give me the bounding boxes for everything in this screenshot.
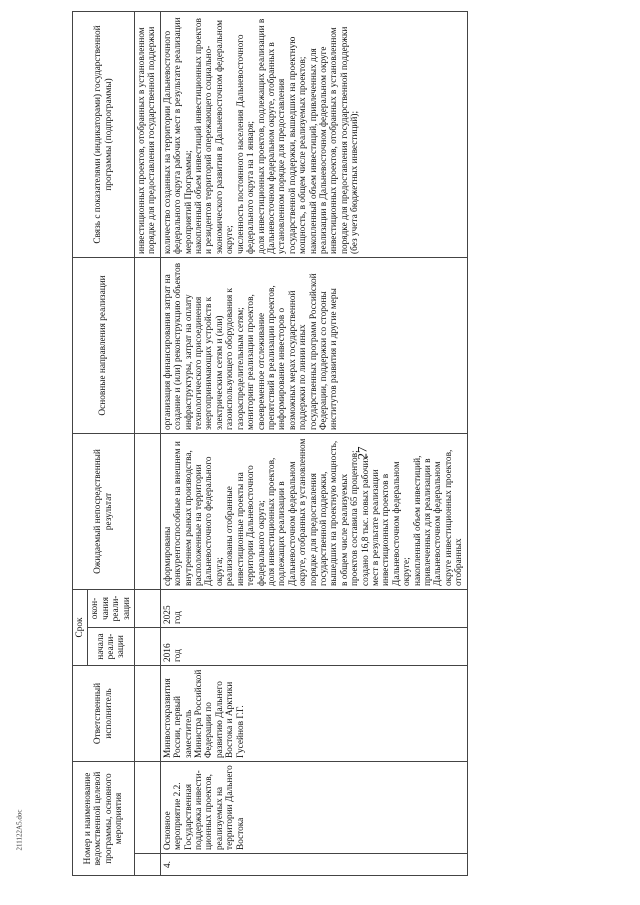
header-row-1 <box>73 11 88 875</box>
footer-text: 211122А5.doc <box>15 809 23 851</box>
header-result: Ожидаемый непосредственный результат <box>73 433 135 589</box>
row-program: Основное мероприятие 2.2. Государственная поддержка инвести-ционных проектов, реализуемых на территории Дальнего Востока <box>160 762 467 854</box>
page-number-text: 27 <box>354 446 369 459</box>
footer-filename <box>12 765 26 895</box>
row-start: 2016 год <box>160 628 467 666</box>
header-start: начала реали-зации <box>88 628 135 666</box>
row-end: 2025 год <box>160 589 467 627</box>
continuation-row <box>135 11 161 875</box>
row-executor: Минвостокразвития России, первый заместитель Министра Российской Федерации по развитию Дальнего Востока и Арктики Гусейнов Г.Г. <box>160 666 467 762</box>
table-row <box>160 11 467 875</box>
row-result: сформированы конкурентоспособные на внешнем и внутреннем рынках производства, расположенные на территории Дальневосточного федерального округа; реализованы отобранные инвестиционные проекты на территории Дальневосточного федерального округа; доля инвестиционных проектов, подлежащих реализации в Дальневосточном федеральном округе, отобранных в установленном порядке для предоставления государственной поддержки, вышедших на проектную мощность, в общем числе реализуемых проектов составила 65 процентов; создано 16,8 тыс. новых рабочих мест в результате реализации инвестиционных проектов в Дальневосточном федеральном округе; накопленный объем инвестиций, привлеченных для реализации в Дальневосточном федеральном округе инвестиционных проектов, отобранных <box>160 433 467 589</box>
rotated-table-container <box>72 12 602 876</box>
header-directions: Основные направления реализации <box>73 257 135 433</box>
header-end: окон-чания реали-зации <box>88 589 135 627</box>
program-table <box>72 11 468 876</box>
header-program: Номер и наименование ведомственной целевой программы, основного мероприятия <box>73 762 135 876</box>
row-number: 4. <box>160 854 467 876</box>
header-indicators: Связь с показателями (индикаторами) государственной программы (подпрограммы) <box>73 11 135 257</box>
header-executor: Ответственный исполнитель <box>73 666 135 762</box>
continuation-indicators: инвестиционных проектов, отобранных в установленном порядке для предоставления государственной поддержки <box>135 11 161 257</box>
row-directions: организация финансирования затрат на создание и (или) реконструкцию объектов инфраструктуры, затрат на оплату технологического присоединения энергопринимающих устройств к электрическим сетям и (или) газоиспользующего оборудования к газораспределительным сетям; мониторинг реализации проектов, своевременное отслеживание препятствий в реализации проектов, информирование инвесторов о возможных мерах государственной поддержки по линии иных государственных программ Российской Федерации, поддержки со стороны институтов развития и другие меры <box>160 257 467 433</box>
header-term: Срок <box>73 589 88 665</box>
row-indicators: количество созданных на территории Дальневосточного федерального округа рабочих мест в результате реализации мероприятий Программы; накопленный объем инвестиций инвестиционных проектов и резидентов территорий опережающего социально-экономического развития в Дальневосточном федеральном округе; численность постоянного населения Дальневосточного федерального округа на 1 января; доля инвестиционных проектов, подлежащих реализации в Дальневосточном федеральном округе, отобранных в установленном порядке для предоставления государственной поддержки, вышедших на проектную мощность, в общем числе реализуемых проектов; накопленный объем инвестиций, привлеченных для реализации в Дальневосточном федеральном округе инвестиционных проектов, отобранных в установленном порядке для предоставления государственной поддержки (без учета бюджетных инвестиций); <box>160 11 467 257</box>
